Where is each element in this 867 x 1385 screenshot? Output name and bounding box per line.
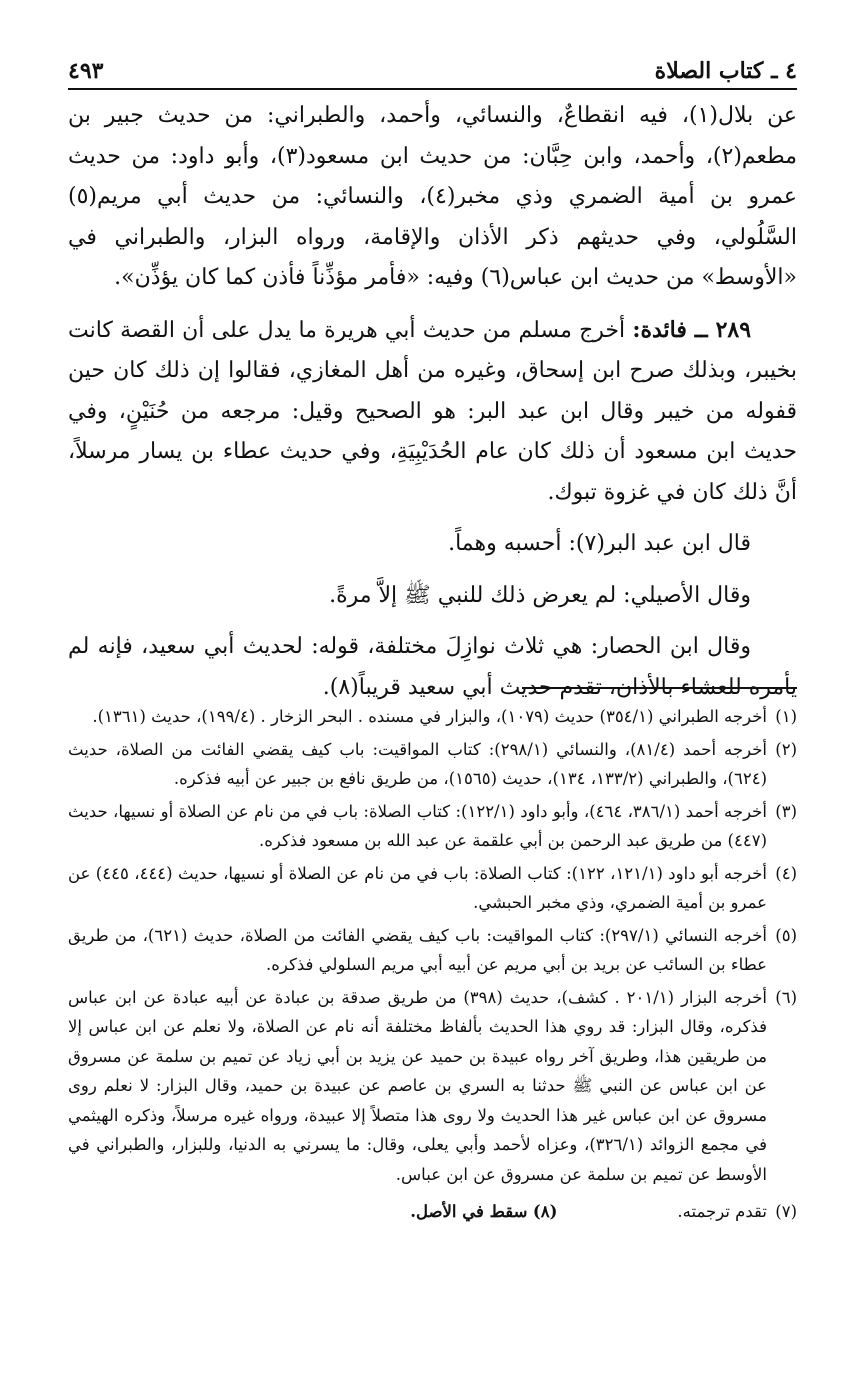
footnote-1: [68, 702, 797, 732]
chapter-title: ٤ ـ كتاب الصلاة: [654, 58, 797, 84]
paragraph-ibn-abd-al-barr: قال ابن عبد البر(٧): أحسبه وهماً.: [448, 531, 751, 556]
paragraph-289: [68, 310, 797, 514]
footnote-number: (١): [775, 707, 797, 726]
footnote-text: أخرجه البزار (٢٠١/١ . كشف)، حديث (٣٩٨) من طريق صدقة بن عبادة عن أبيه عبادة عن ابن عباس فذكره، وقال البزار: قد روي هذا الحديث بألفاظ مختلفة أنه نام عن الصلاة، ولا نعلم عن ابن عباس إلا من طريقين هذا، وطريق آخر رواه عبيدة بن حميد عن يزيد بن أبي زياد عن تميم بن سلمة عن مسروق عن ابن عباس عن النبي ﷺ حدثنا به السري بن عاصم عن عبيدة بن حميد، وقال البزار: لا نعلم روى مسروق عن ابن عباس غير هذا الحديث ولا روى هذا متصلاً إلا عبيدة، ورواه غيره مرسلاً، وذكره الهيثمي في مجمع الزوائد (٣٢٦/١)، وعزاه لأحمد وأبي يعلى، وقال: ما يسرني به الدنيا، وللبزار، والطبراني في الأوسط عن تميم بن سلمة عن مسروق عن ابن عباس.: [68, 987, 767, 1184]
footnote-number: (٨): [532, 1202, 558, 1221]
page-number: ٤٩٣: [68, 58, 104, 84]
header-divider: [68, 88, 797, 90]
entry-text: أخرج مسلم من حديث أبي هريرة ما يدل على أن القصة كانت بخيبر، وبذلك صرح ابن إسحاق، وغيره من أهل المغازي، فقالوا إن ذلك كان حين قفوله من خيبر وقال ابن عبد البر: هو الصحيح وقيل: مرجعه من حُنَيْنٍ، وفي حديث ابن مسعود أن ذلك كان عام الحُدَيْبِيَةِ، وفي حديث عطاء بن يسار مرسلاً، أنَّ ذلك كان في غزوة تبوك.: [68, 317, 797, 505]
footnote-text: أخرجه أحمد (٣٨٦/١، ٤٦٤)، وأبو داود (١٢٢/١): كتاب الصلاة: باب في من نام عن الصلاة أو نسيها، حديث (٤٤٧) من طريق عبد الرحمن بن أبي علقمة عن عبد الله بن مسعود فذكره.: [68, 801, 767, 850]
footnote-number: (٣): [775, 801, 797, 821]
footnote-7: [677, 1197, 797, 1227]
footnote-3: [68, 797, 797, 856]
footnote-6: [68, 983, 797, 1190]
footnote-number: (٧): [775, 1202, 797, 1221]
running-header: [68, 50, 797, 84]
footnote-4: [68, 859, 797, 918]
footnote-text: سقط في الأصل.: [410, 1202, 528, 1221]
footnote-number: (٥): [775, 925, 797, 945]
footnote-number: (٤): [775, 863, 797, 883]
footnotes-short-row: [68, 1197, 797, 1230]
paragraph-ibn-al-hassar: وقال ابن الحصار: هي ثلاث نوازِلَ مختلفة، قوله: لحديث أبي سعيد، فإنه لم يأمره للعشاء بالأذان، تقدم حديث أبي سعيد قريباً(٨).: [68, 634, 797, 700]
paragraph-asili: وقال الأصيلي: لم يعرض ذلك للنبي ﷺ إلاَّ مرةً.: [329, 582, 751, 608]
footnote-8: [410, 1197, 557, 1227]
paragraph-continuation: عن بلال(١)، فيه انقطاعٌ، والنسائي، وأحمد، والطبراني: من حديث جبير بن مطعم(٢)، وأحمد، وابن حِبَّان: من حديث ابن مسعود(٣)، وأبو داود: من حديث عمرو بن أمية الضمري وذي مخبر(٤)، والنسائي: من حديث أبي مريم(٥) السَّلُولي، وفي حديثهم ذكر الأذان والإقامة، ورواه البزار، والطبراني في «الأوسط» من حديث ابن عباس(٦) وفيه: «فأمر مؤذِّناً فأذن كما كان يؤذِّن».: [68, 103, 797, 290]
footnote-5: [68, 921, 797, 980]
footnote-number: (٦): [775, 987, 797, 1007]
footnote-2: [68, 735, 797, 794]
footnotes: [68, 702, 797, 1230]
footnote-divider: [522, 687, 797, 689]
footnote-text: أخرجه أحمد (٨١/٤)، والنسائي (٢٩٨/١): كتاب المواقيت: باب كيف يقضي الفائت من الصلاة، حديث (٦٢٤)، والطبراني (١٣٣/٢، ١٣٤)، حديث (١٥٦٥)، من طريق نافع بن جبير عن أبيه فذكره.: [68, 739, 767, 788]
footnote-text: أخرجه النسائي (٢٩٧/١): كتاب المواقيت: باب كيف يقضي الفائت من الصلاة، حديث (٦٢١)، من طريق عطاء بن السائب عن بريد بن أبي مريم عن أبيه أبي مريم السلولي فذكره.: [68, 925, 767, 974]
main-text: [68, 96, 797, 719]
entry-number-label: ٢٨٩ ــ فائدة:: [632, 316, 752, 343]
footnote-text: أخرجه أبو داود (١٢١/١، ١٢٢): كتاب الصلاة: باب في من نام عن الصلاة أو نسيها، حديث (٤٤٤، ٤٤٥) عن عمرو بن أمية الضمري، وذي مخبر الحبشي.: [68, 863, 767, 912]
footnote-number: (٢): [775, 739, 797, 759]
footnote-text: تقدم ترجمته.: [677, 1202, 767, 1221]
footnote-text: أخرجه الطبراني (٣٥٤/١) حديث (١٠٧٩)، والبزار في مسنده . البحر الزخار . (١٩٩/٤)، حديث (١٣٦١).: [92, 707, 767, 726]
